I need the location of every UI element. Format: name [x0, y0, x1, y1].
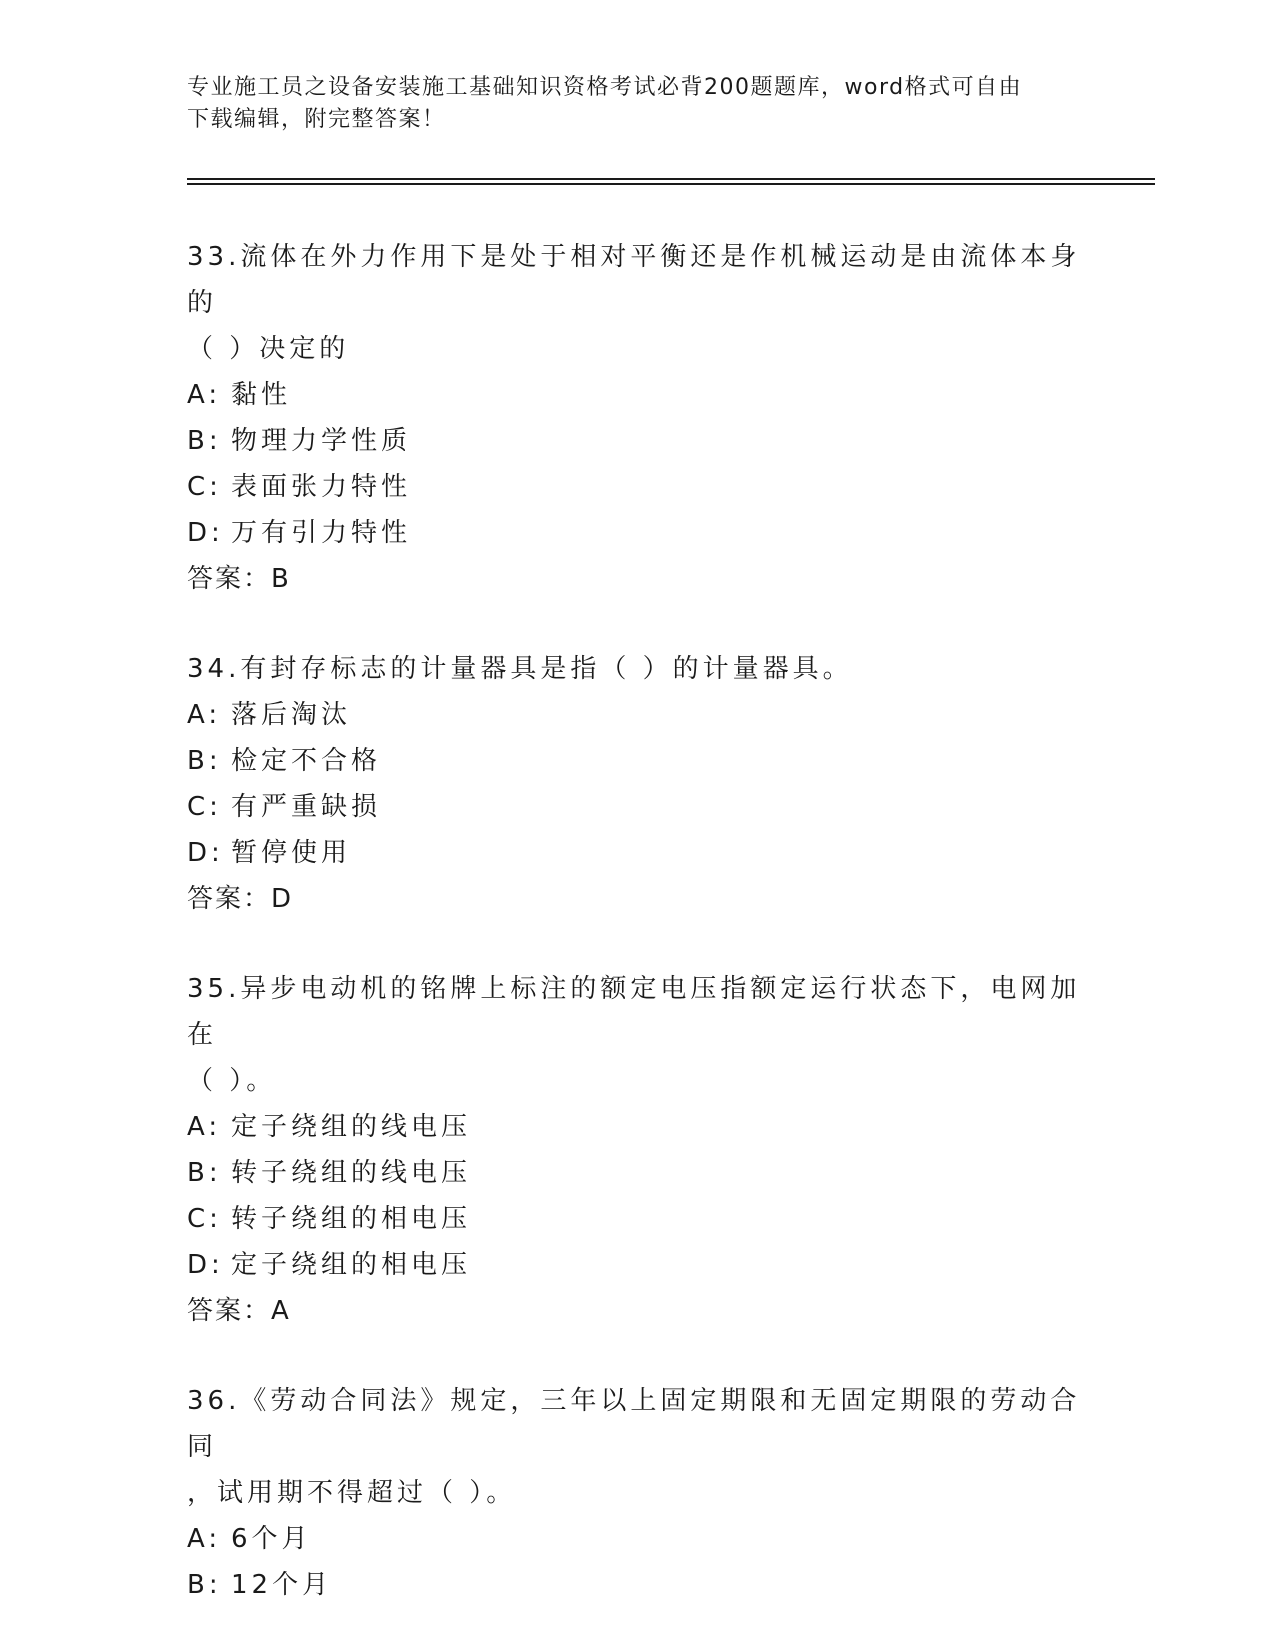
- option-text: 黏性: [231, 380, 292, 410]
- question-36: [187, 1378, 1087, 1608]
- option-text: 物理力学性质: [231, 426, 412, 456]
- option-label: B:: [187, 746, 222, 776]
- option-text: 有严重缺损: [231, 792, 382, 822]
- option-a: [187, 1104, 1087, 1150]
- option-label: B:: [187, 1570, 222, 1600]
- document-title: 专业施工员之设备安装施工基础知识资格考试必背200题题库，word格式可自由 下载编辑，附完整答案！: [187, 75, 1023, 132]
- option-a: [187, 1516, 1087, 1562]
- question-stem: 34.有封存标志的计量器具是指（ ）的计量器具。: [187, 654, 853, 684]
- option-label: A:: [187, 1524, 222, 1554]
- option-b: [187, 1150, 1087, 1196]
- option-b: [187, 738, 1087, 784]
- question-35: [187, 966, 1087, 1334]
- option-label: D:: [187, 1250, 224, 1280]
- option-label: B:: [187, 1158, 222, 1188]
- option-c: [187, 464, 1087, 510]
- option-d: [187, 510, 1087, 556]
- option-a: [187, 692, 1087, 738]
- answer-line: 答案：B: [187, 564, 291, 594]
- option-label: C:: [187, 792, 222, 822]
- answer-line: 答案：D: [187, 884, 294, 914]
- option-text: 定子绕组的线电压: [231, 1112, 472, 1142]
- answer-line: 答案：A: [187, 1296, 291, 1326]
- question-33: [187, 234, 1087, 602]
- option-d: [187, 830, 1087, 876]
- option-text: 转子绕组的线电压: [231, 1158, 472, 1188]
- option-label: A:: [187, 380, 222, 410]
- option-label: A:: [187, 1112, 222, 1142]
- question-stem: 33.流体在外力作用下是处于相对平衡还是作机械运动是由流体本身的 （ ）决定的: [187, 242, 1081, 364]
- option-c: [187, 784, 1087, 830]
- option-text: 定子绕组的相电压: [231, 1250, 472, 1280]
- option-d: [187, 1242, 1087, 1288]
- question-34: [187, 646, 1087, 922]
- option-label: D:: [187, 838, 224, 868]
- option-c: [187, 1196, 1087, 1242]
- header-divider-top: [187, 178, 1155, 180]
- option-label: D:: [187, 518, 224, 548]
- option-b: [187, 418, 1087, 464]
- question-list: [187, 234, 1087, 1652]
- option-label: C:: [187, 1204, 222, 1234]
- option-text: 暂停使用: [231, 838, 352, 868]
- question-stem: 35.异步电动机的铭牌上标注的额定电压指额定运行状态下，电网加在 （ ）。: [187, 974, 1081, 1096]
- option-text: 落后淘汰: [231, 700, 352, 730]
- option-label: C:: [187, 472, 222, 502]
- option-text: 6个月: [231, 1524, 312, 1554]
- option-label: B:: [187, 426, 222, 456]
- option-text: 转子绕组的相电压: [231, 1204, 472, 1234]
- option-text: 检定不合格: [231, 746, 382, 776]
- option-label: A:: [187, 700, 222, 730]
- option-a: [187, 372, 1087, 418]
- option-text: 万有引力特性: [231, 518, 412, 548]
- question-stem: 36.《劳动合同法》规定，三年以上固定期限和无固定期限的劳动合同 ，试用期不得超过（ ）。: [187, 1386, 1081, 1508]
- option-text: 12个月: [231, 1570, 333, 1600]
- option-b: [187, 1562, 1087, 1608]
- header-divider-bottom: [187, 183, 1155, 185]
- option-text: 表面张力特性: [231, 472, 412, 502]
